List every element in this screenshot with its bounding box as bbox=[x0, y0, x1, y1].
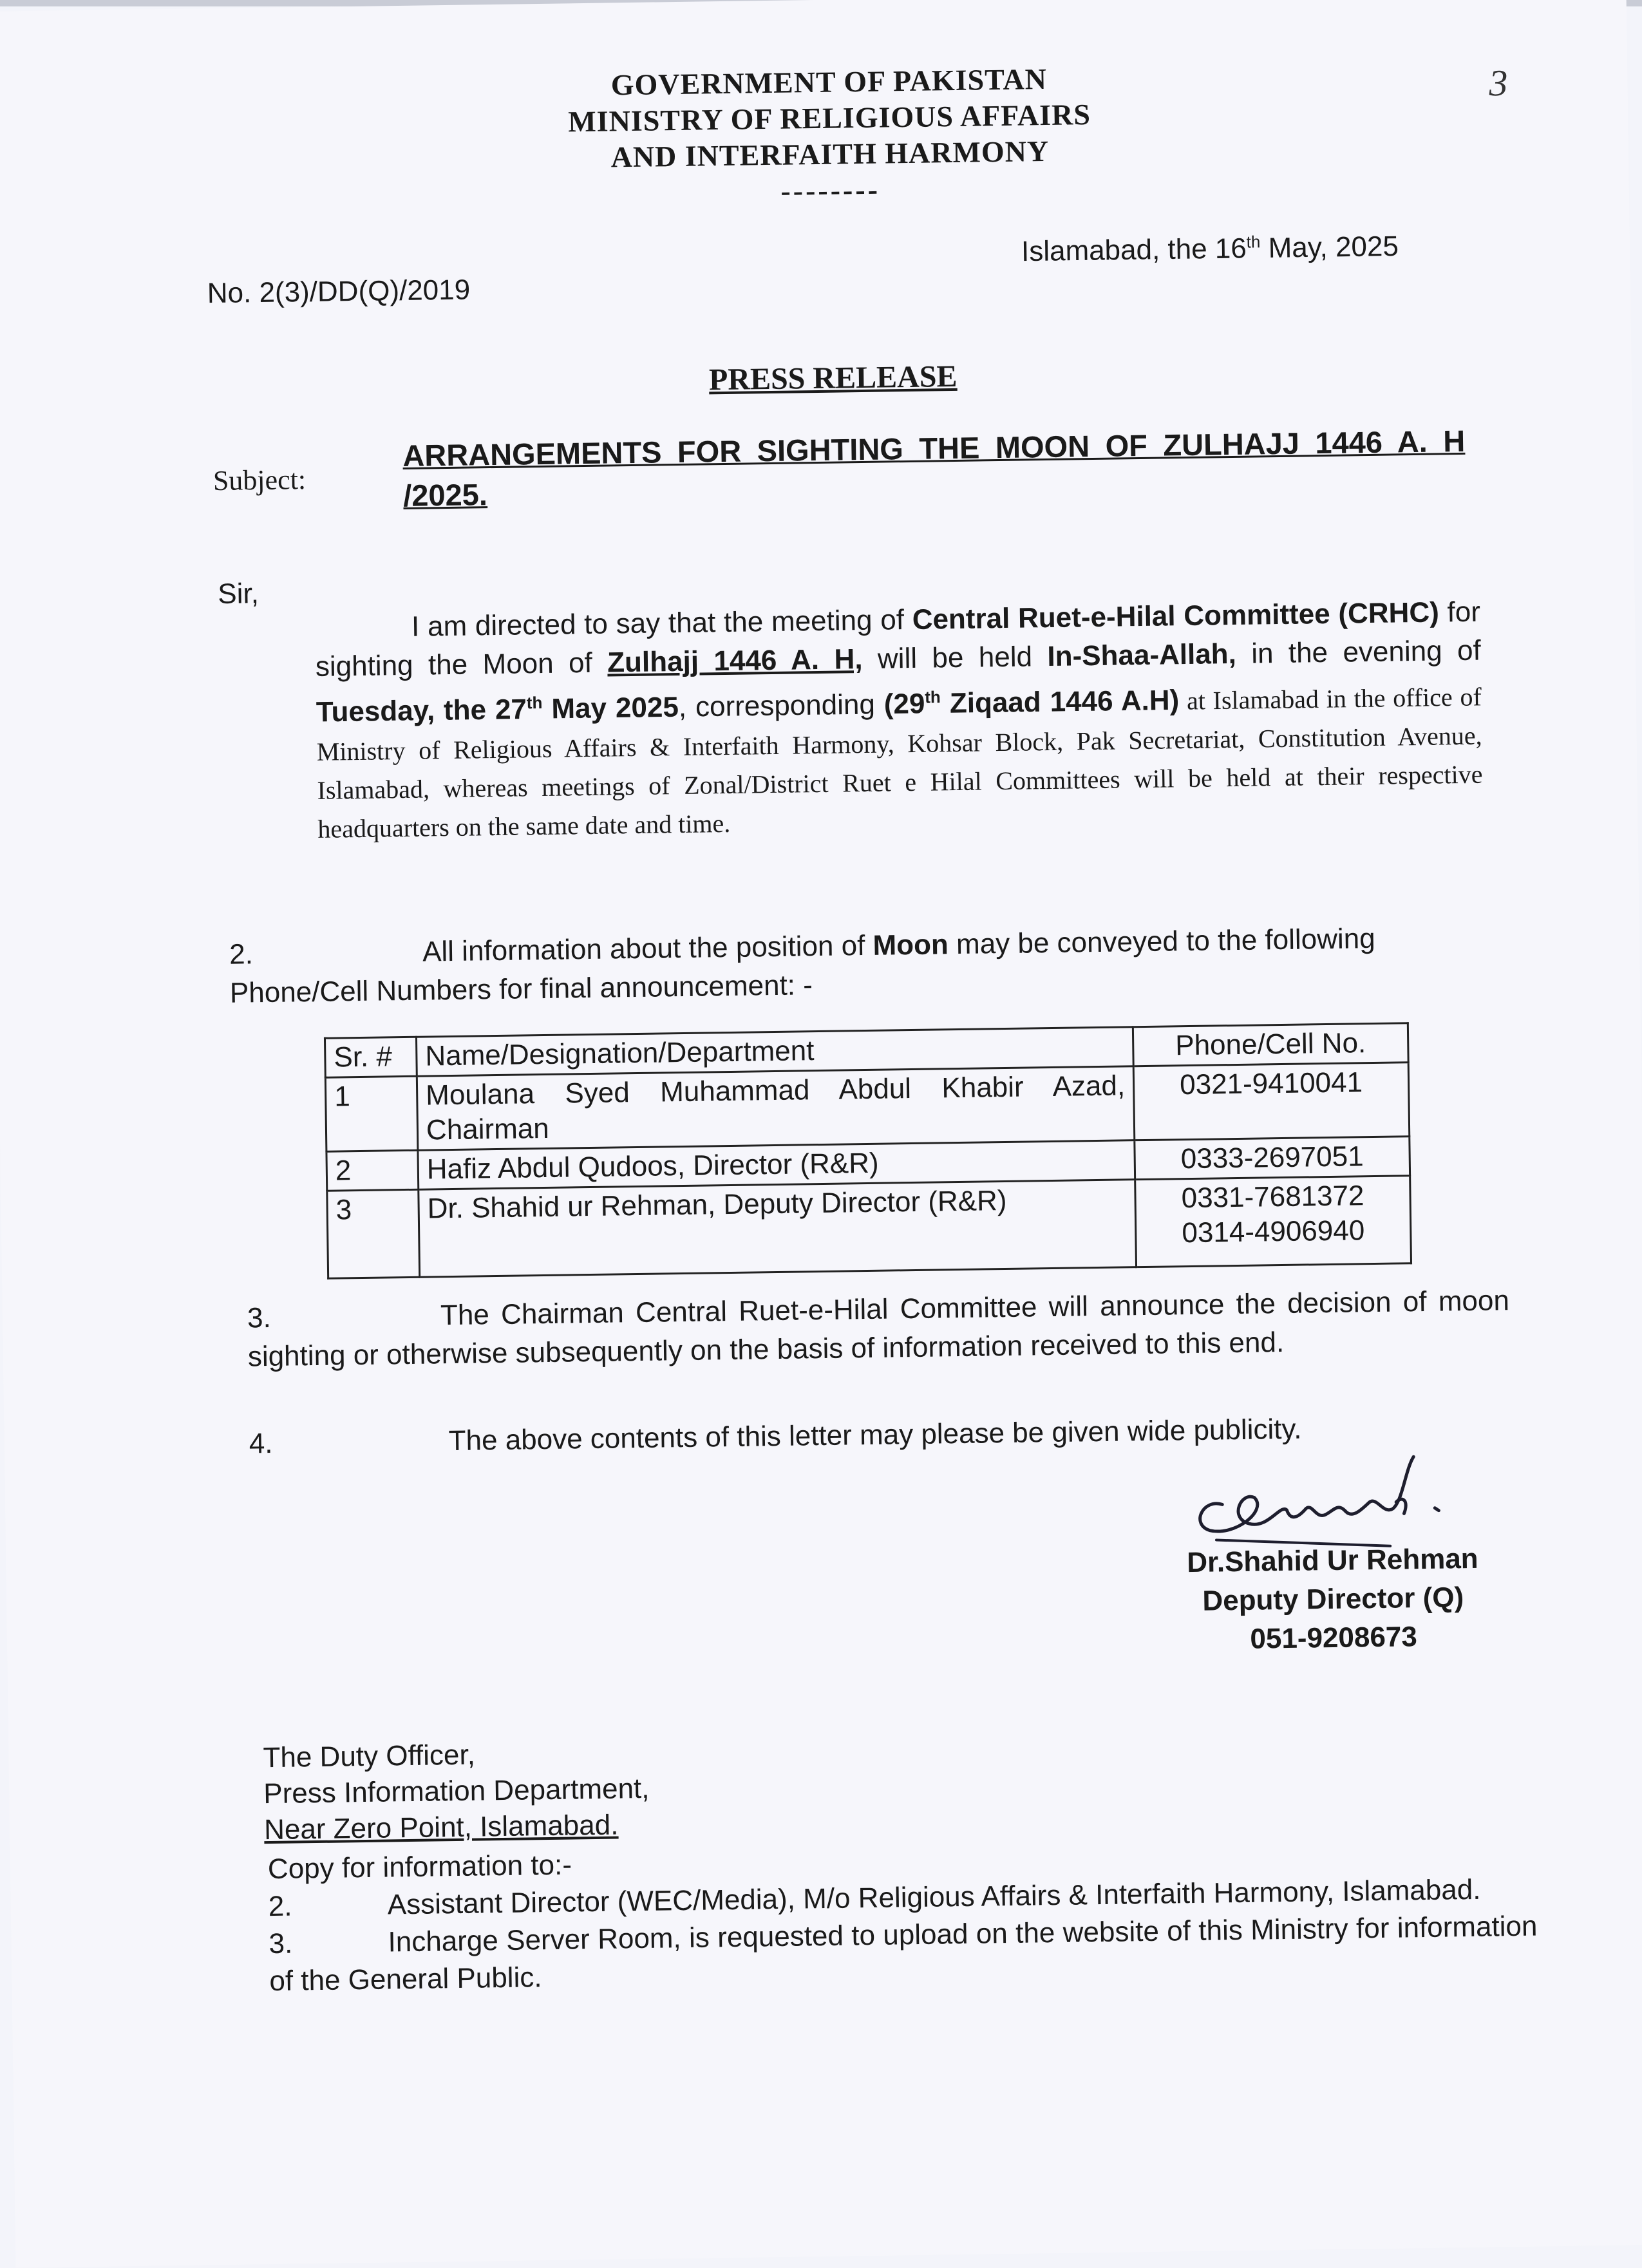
cell-sr: 2 bbox=[326, 1150, 419, 1191]
copy-item-number: 3. bbox=[269, 1927, 293, 1960]
date-line bbox=[1021, 230, 1399, 268]
letterhead-line-3: AND INTERFAITH HARMONY bbox=[610, 134, 1050, 174]
contact-table bbox=[324, 1022, 1412, 1279]
column-header-name: Name/Designation/Department bbox=[416, 1027, 1133, 1077]
table-row bbox=[327, 1176, 1411, 1278]
cell-phone bbox=[1135, 1176, 1411, 1267]
copy-item-text: Incharge Server Room, is requested to upload on the website of this Ministry for information of the General Public. bbox=[269, 1910, 1538, 1998]
paragraph-1 bbox=[315, 593, 1484, 848]
para1-text-3: will be held bbox=[862, 641, 1048, 676]
cell-name: Moulana Syed Muhammad Abdul Khabir Azad, Chairman bbox=[417, 1066, 1134, 1151]
para1-text-2: for sighting the Moon of bbox=[315, 596, 1481, 683]
hijri-date: (29 bbox=[883, 688, 925, 721]
date-suffix: May, 2025 bbox=[1260, 231, 1399, 264]
cell-sr: 1 bbox=[325, 1076, 418, 1151]
recipient-address bbox=[263, 1735, 650, 1848]
date-prefix: Islamabad, the 16 bbox=[1021, 232, 1247, 268]
document-title: PRESS RELEASE bbox=[708, 359, 958, 397]
recipient-line-1: The Duty Officer, bbox=[263, 1739, 476, 1774]
phone-number: 0331-7681372 bbox=[1181, 1180, 1364, 1214]
cell-name: Dr. Shahid ur Rehman, Deputy Director (R&R) bbox=[419, 1180, 1137, 1278]
phone-number: 0333-2697051 bbox=[1180, 1140, 1364, 1175]
cell-sr: 3 bbox=[327, 1189, 420, 1278]
para3-text: The Chairman Central Ruet-e-Hilal Committee will announce the decision of moon sighting or otherwise subsequently on the basis of information received to this end. bbox=[247, 1285, 1510, 1373]
para3-number: 3. bbox=[247, 1301, 272, 1334]
date-ordinal: th bbox=[1246, 232, 1261, 252]
salutation: Sir, bbox=[217, 578, 260, 610]
inshaallah: In-Shaa-Allah, bbox=[1047, 638, 1237, 673]
para1-text-5: , corresponding bbox=[678, 688, 885, 723]
hijri-date-ordinal: th bbox=[925, 687, 941, 707]
meeting-date: Tuesday, the 27 bbox=[316, 693, 527, 728]
committee-name: Central Ruet-e-Hilal Committee (CRHC) bbox=[912, 596, 1440, 636]
recipient-line-2: Press Information Department, bbox=[263, 1772, 650, 1810]
page-number: 3 bbox=[1488, 61, 1508, 104]
para4-text: The above contents of this letter may please be given wide publicity. bbox=[448, 1413, 1302, 1457]
copy-item-number: 2. bbox=[268, 1890, 292, 1923]
signatory-phone: 051-9208673 bbox=[1250, 1621, 1418, 1655]
column-header-sr: Sr. # bbox=[325, 1037, 417, 1077]
para4-number: 4. bbox=[249, 1427, 273, 1460]
signature-block bbox=[1126, 1539, 1540, 1661]
subject-text: ARRANGEMENTS FOR SIGHTING THE MOON OF ZULHAJJ 1446 A. H /2025. bbox=[402, 423, 1466, 513]
subject-label: Subject: bbox=[212, 464, 307, 497]
column-header-phone: Phone/Cell No. bbox=[1133, 1023, 1408, 1066]
reference-number: No. 2(3)/DD(Q)/2019 bbox=[207, 274, 471, 310]
cell-phone bbox=[1135, 1137, 1410, 1180]
hijri-date-month: Ziqaad 1446 A.H) bbox=[940, 684, 1180, 719]
letterhead-divider: -------- bbox=[780, 173, 881, 207]
paragraph-3 bbox=[247, 1281, 1510, 1376]
letterhead-line-2: MINISTRY OF RELIGIOUS AFFAIRS bbox=[567, 98, 1091, 138]
copy-heading: Copy for information to:- bbox=[267, 1849, 572, 1885]
cell-phone bbox=[1133, 1063, 1410, 1140]
moon-keyword: Moon bbox=[873, 929, 949, 961]
moon-month: Zulhajj 1446 A. H, bbox=[607, 643, 863, 679]
cell-name: Hafiz Abdul Qudoos, Director (R&R) bbox=[418, 1140, 1135, 1190]
para1-text-6: at Islamabad in the office of Ministry of Religious Affairs & Interfaith Harmony, Kohsar Block, Pak Secretariat, Constitution Avenue, Islamabad, whereas meetings of Zonal/District Ruet e Hilal Committees will be held at their respective headquarters on the same date and time. bbox=[316, 682, 1483, 844]
phone-number: 0321-9410041 bbox=[1179, 1066, 1363, 1101]
para1-text-4: in the evening of bbox=[1236, 634, 1482, 670]
letterhead-line-1: GOVERNMENT OF PAKISTAN bbox=[610, 62, 1048, 102]
para1-text-1: I am directed to say that the meeting of bbox=[411, 603, 913, 643]
para2-text-1: All information about the position of bbox=[422, 929, 873, 968]
signatory-name: Dr.Shahid Ur Rehman bbox=[1186, 1542, 1478, 1579]
copy-to-list bbox=[268, 1833, 1538, 2000]
signatory-designation: Deputy Director (Q) bbox=[1202, 1582, 1464, 1617]
para2-text-2: may be conveyed to the following Phone/Cell Numbers for final announcement: - bbox=[229, 922, 1375, 1009]
recipient-line-3: Near Zero Point, Islamabad. bbox=[263, 1809, 619, 1846]
phone-number-alt: 0314-4906940 bbox=[1182, 1214, 1365, 1249]
meeting-date-ordinal: th bbox=[526, 692, 543, 713]
copy-item-text: Assistant Director (WEC/Media), M/o Religious Affairs & Interfaith Harmony, Islamabad. bbox=[387, 1873, 1481, 1921]
letterhead bbox=[0, 52, 1642, 220]
meeting-date-month: May 2025 bbox=[542, 691, 679, 725]
paragraph-2 bbox=[229, 918, 1486, 1013]
para2-number: 2. bbox=[229, 938, 254, 970]
